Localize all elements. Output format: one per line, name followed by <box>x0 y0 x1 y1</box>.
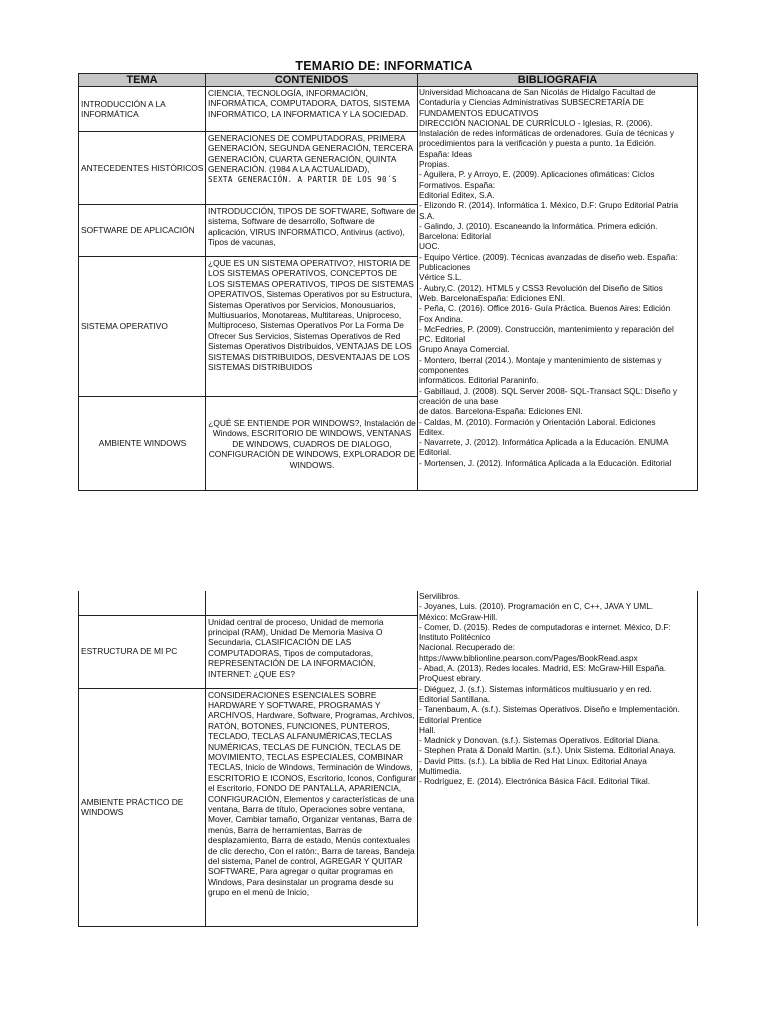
table-row <box>79 591 698 615</box>
bibliografia-cell <box>418 591 698 926</box>
bibliografia-line: - Caldas, M. (2010). Formación y Orientación Laboral. Ediciones <box>419 416 656 427</box>
bibliografia-line: - McFedries, P. (2009). Construcción, mantenimiento y reparación del <box>419 323 674 334</box>
bibliografia-line: Propias. <box>419 159 450 170</box>
bibliografia-line: UOC. <box>419 241 440 252</box>
bibliografia-line: Grupo Anaya Comercial. <box>419 344 510 355</box>
bibliografia-line: PC. Editorial <box>419 334 466 345</box>
bibliografia-line: DIRECCIÓN NACIONAL DE CURRÍCULO - Iglesias, R. (2006). <box>419 117 653 128</box>
bibliografia-line: - Joyanes, Luis. (2010). Programación en C, C++, JAVA Y UML. <box>419 601 654 612</box>
bibliografia-line: España: Ideas <box>419 148 473 159</box>
tema-cell: ANTECEDENTES HISTÓRICOS <box>79 132 206 205</box>
table-header-row <box>79 74 698 87</box>
contenidos-cell: ¿QUE ES UN SISTEMA OPERATIVO?, HISTORIA DE LOS SISTEMAS OPERATIVOS, CONCEPTOS DE LOS SISTEMAS OPERATIVOS, TIPOS DE SISTEMAS OPERATIVOS, Sistemas Operativos por su Estructura, Sistemas Operativos por Servicios, Monousuarios, Multiusuarios, Monotareas, Multitareas, Uniproceso, Multiproceso, Sistemas Operativos Por La Forma De Ofrecer Sus Servicios, Sistemas Operativos de Red Sistemas Operativos Distribuidos, VENTAJAS DE LOS SISTEMAS DISTRIBUIDOS, DESVENTAJAS DE LOS SISTEMAS DISTRIBUIDOS <box>206 257 418 397</box>
bibliografia-line: - Diéguez, J. (s.f.). Sistemas informáticos multiusuario y en red. <box>419 683 652 694</box>
bibliografia-line: Instalación de redes informáticas de ordenadores. Guía de técnicas y <box>419 128 675 139</box>
syllabus-table-page1 <box>78 73 698 491</box>
bibliografia-line: - Montero, Iberral (2014.). Montaje y mantenimiento de sistemas y <box>419 354 662 365</box>
bibliografia-line: componentes <box>419 365 469 376</box>
bibliografia-line: Contaduría y Ciencias Administrativas SUBSECRETARÍA DE <box>419 97 644 108</box>
bibliografia-line: Vértice S.L. <box>419 272 462 283</box>
tema-cell: INTRODUCCIÓN A LA INFORMÁTICA <box>79 87 206 132</box>
table-row <box>79 87 698 132</box>
bibliografia-line: Multimedia. <box>419 766 462 777</box>
syllabus-table-page2 <box>78 591 698 927</box>
bibliografia-line: - Tanenbaum, A. (s.f.). Sistemas Operativos. Diseño e Implementación. <box>419 704 680 715</box>
bibliografia-line: Instituto Politécnico <box>419 632 491 643</box>
bibliografia-line: Barcelona: Editorial <box>419 231 491 242</box>
tema-cell: SOFTWARE DE APLICACIÓN <box>79 205 206 257</box>
bibliografia-line: Editorial. <box>419 447 452 458</box>
bibliografia-line: procedimientos para la verificación y puesta a punto. 1a Edición. <box>419 138 657 149</box>
bibliografia-line: - Elizondo R. (2014). Informática 1. México, D.F: Grupo Editorial Patria <box>419 200 679 211</box>
bibliografia-line: Web. BarcelonaEspaña: Ediciones ENI. <box>419 292 566 303</box>
bibliografia-line: - Equipo Vértice. (2009). Técnicas avanzadas de diseño web. España: <box>419 251 678 262</box>
header-bibliografia: BIBLIOGRAFIA <box>418 74 698 87</box>
tema-cell: AMBIENTE WINDOWS <box>79 397 206 491</box>
contenidos-cell: CIENCIA, TECNOLOGÍA, INFORMACIÓN, INFORMÁTICA, COMPUTADORA, DATOS, SISTEMA INFORMÁTICO, LA INFORMATICA Y LA SOCIEDAD. <box>206 87 418 132</box>
bibliografia-line: Fox Andina. <box>419 313 463 324</box>
tema-cell <box>79 591 206 615</box>
bibliografia-line: Editorial Santillana. <box>419 693 491 704</box>
contenidos-cell: INTRODUCCIÓN, TIPOS DE SOFTWARE, Software de sistema, Software de desarrollo, Software de aplicación, VIRUS INFORMÁTICO, Antivirus (activo), Tipos de vacunas, <box>206 205 418 257</box>
bibliografia-line: informáticos. Editorial Paraninfo. <box>419 375 539 386</box>
bibliografia-line: - Galindo, J. (2010). Escaneando la Informática. Primera edición. <box>419 220 658 231</box>
bibliografia-line: S.A. <box>419 210 435 221</box>
tema-cell: AMBIENTE PRÁCTICO DE WINDOWS <box>79 688 206 926</box>
bibliografia-cell <box>418 87 698 491</box>
bibliografia-line: - Aubry,C. (2012). HTML5 y CSS3 Revolución del Diseño de Sitios <box>419 282 663 293</box>
bibliografia-list <box>419 87 696 468</box>
bibliografia-line: - Abad, A. (2013). Redes locales. Madrid, ES: McGraw-Hill España. <box>419 663 667 674</box>
contenidos-cell: CONSIDERACIONES ESENCIALES SOBRE HARDWARE Y SOFTWARE, PROGRAMAS Y ARCHIVOS, Hardware, Software, Programas, Archivos, RATÓN, BOTONES, FUNCIONES, PUNTEROS, TECLADO, TECLAS ALFANUMÉRICAS,TECLAS NUMÉRICAS, TECLAS DE FUNCIÓN, TECLAS DE MOVIMIENTO, TECLAS ESPECIALES, COMBINAR TECLAS, Inicio de Windows, Terminación de Windows, ESCRITORIO E ICONOS, Escritorio, Iconos, Configurar el Escritorio, FONDO DE PANTALLA, APARIENCIA, CONFIGURACIÓN, Elementos y características de una ventana, Barra de título, Operaciones sobre ventana, Mover, Cambiar tamaño, Organizar ventanas, Barra de menús, Barra de herramientas, Barras de desplazamiento, Barra de estado, Menús contextuales de clic derecho, Con el ratón:, Barra de tareas, Bandeja del sistema, Panel de control, AGREGAR Y QUITAR SOFTWARE, Para agregar o quitar programas en Windows, Para desinstalar un programa desde su grupo en el menú de Inicio, <box>206 688 418 926</box>
contenidos-cell: Unidad central de proceso, Unidad de memoria principal (RAM), Unidad De Memoria Masiva O Secundaria, CLASIFICACIÓN DE LAS COMPUTADORAS, Tipos de computadoras, REPRESENTACIÓN DE LA INFORMACIÓN, INTERNET: ¿QUE ES? <box>206 615 418 688</box>
tema-cell: SISTEMA OPERATIVO <box>79 257 206 397</box>
bibliografia-list <box>419 591 696 787</box>
header-tema: TEMA <box>79 74 206 87</box>
contenidos-cell: ¿QUÉ SE ENTIENDE POR WINDOWS?, Instalación de Windows, ESCRITORIO DE WINDOWS, VENTANAS DE WINDOWS, CUADROS DE DIALOGO, CONFIGURACIÓN DE WINDOWS, EXPLORADOR DE WINDOWS. <box>206 397 418 491</box>
bibliografia-line: - Comer, D. (2015). Redes de computadoras e internet. México, D.F: <box>419 621 671 632</box>
bibliografia-line: - Navarrete, J. (2012). Informática Aplicada a la Educación. ENUMA <box>419 437 669 448</box>
bibliografia-line: México: McGraw-Hill. <box>419 611 498 622</box>
header-contenidos: CONTENIDOS <box>206 74 418 87</box>
bibliografia-line: de datos. Barcelona-España: Ediciones ENI. <box>419 406 583 417</box>
bibliografia-line: creación de una base <box>419 395 499 406</box>
bibliografia-line: - Stephen Prata & Donald Martin. (s.f.). Unix Sistema. Editorial Anaya. <box>419 745 676 756</box>
contenidos-text: GENERACIONES DE COMPUTADORAS, PRIMERA GENERACIÓN, SEGUNDA GENERACIÓN, TERCERA GENERACIÓN, CUARTA GENERACIÓN, QUINTA GENERACIÓN. (1984 A LA ACTUALIDAD), <box>208 133 413 175</box>
document-title: TEMARIO DE: INFORMATICA <box>295 59 473 73</box>
bibliografia-line: - Rodríguez, E. (2014). Electrónica Básica Fácil. Editorial Tikal. <box>419 776 651 787</box>
contenidos-cell <box>206 132 418 205</box>
bibliografia-line: https://www.biblionline.pearson.com/Pages/BookRead.aspx <box>419 652 638 663</box>
bibliografia-line: Publicaciones <box>419 262 471 273</box>
bibliografia-line: - Madnick y Donovan. (s.f.). Sistemas Operativos. Editorial Diana. <box>419 735 661 746</box>
bibliografia-line: Servilibros. <box>419 591 461 601</box>
bibliografia-line: Universidad Michoacana de San Nicolás de Hidalgo Facultad de <box>419 87 656 97</box>
contenidos-text-extra: SEXTA GENERACIÓN. A PARTIR DE LOS 90´S <box>208 174 397 184</box>
bibliografia-line: - Peña, C. (2016). Office 2016- Guía Práctica. Buenos Aires: Edición <box>419 303 671 314</box>
tema-cell: ESTRUCTURA DE MI PC <box>79 615 206 688</box>
bibliografia-line: - Mortensen, J. (2012). Informática Aplicada a la Educación. Editorial <box>419 457 672 468</box>
bibliografia-line: Hall. <box>419 724 436 735</box>
bibliografia-line: Editorial Editex, S.A. <box>419 189 495 200</box>
bibliografia-line: - Gabillaud, J. (2008). SQL Server 2008- SQL-Transact SQL: Diseño y <box>419 385 678 396</box>
bibliografia-line: FUNDAMENTOS EDUCATIVOS <box>419 107 539 118</box>
bibliografia-line: Nacional. Recuperado de: <box>419 642 515 653</box>
contenidos-cell <box>206 591 418 615</box>
bibliografia-line: ProQuest ebrary. <box>419 673 482 684</box>
bibliografia-line: Editex. <box>419 426 445 437</box>
bibliografia-line: - Aguilera, P. y Arroyo, E. (2009). Aplicaciones ofimáticas: Ciclos <box>419 169 655 180</box>
bibliografia-line: Editorial Prentice <box>419 714 482 725</box>
bibliografia-line: - David Pitts. (s.f.). La biblia de Red Hat Linux. Editorial Anaya <box>419 755 647 766</box>
bibliografia-line: Formativos. España: <box>419 179 496 190</box>
